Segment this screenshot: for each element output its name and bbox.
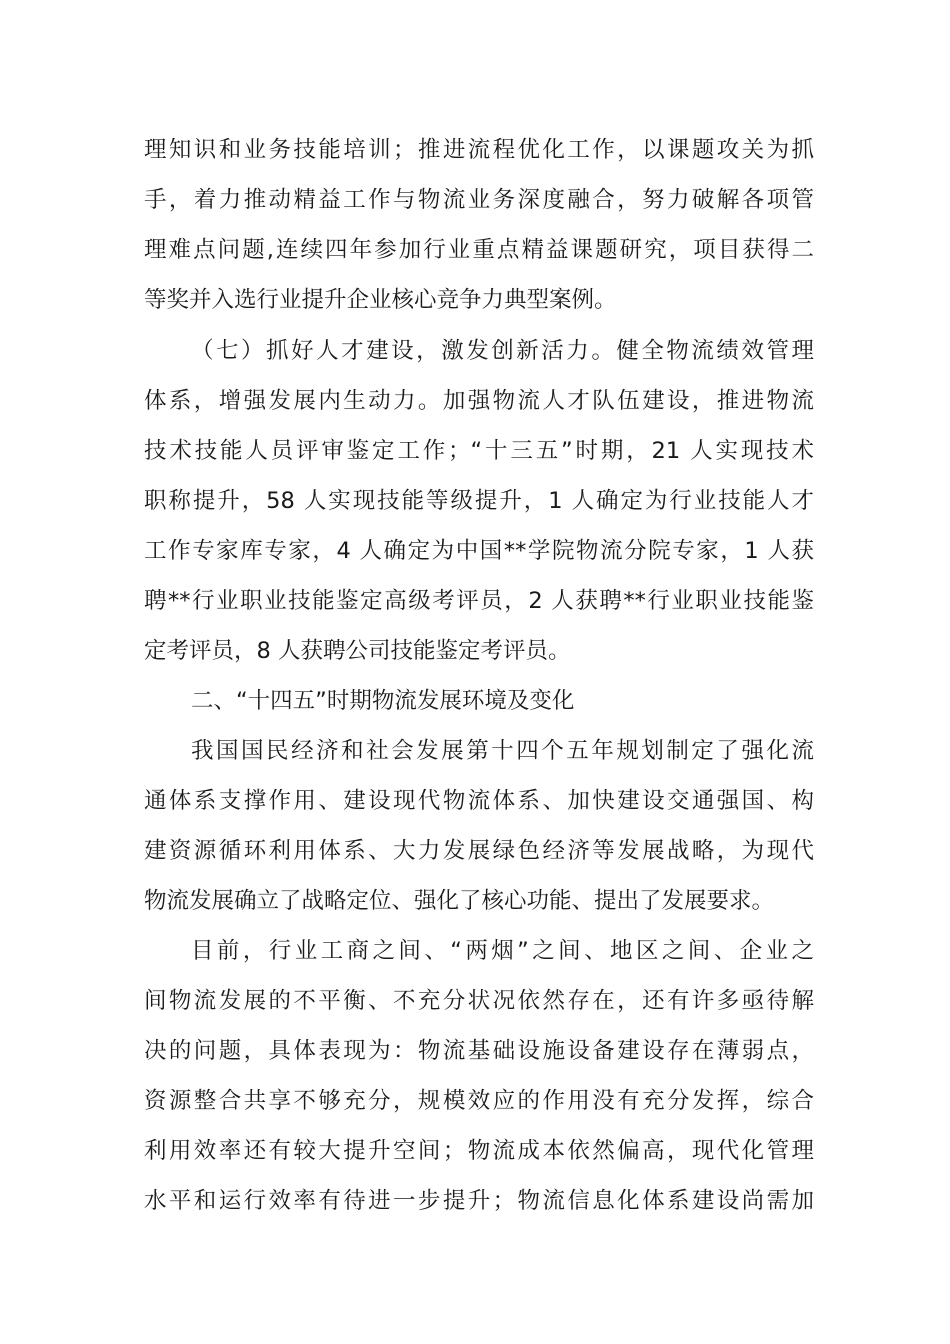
text-line: 工作专家库专家，4 人确定为中国**学院物流分院专家，1 人获 [144,538,814,564]
text-line: 聘**行业职业技能鉴定高级考评员，2 人获聘**行业职业技能鉴 [144,588,814,614]
text-line: 等奖并入选行业提升企业核心竞争力典型案例。 [144,287,617,313]
text-line: 决的问题，具体表现为：物流基础设施设备建设存在薄弱点， [144,1038,814,1064]
text-line: 定考评员，8 人获聘公司技能鉴定考评员。 [144,638,571,664]
section-heading: 二、“十四五”时期物流发展环境及变化 [191,688,575,714]
paragraph-heading-seven: （七）抓好人才建设，激发创新活力。健全物流绩效管理 [191,338,814,364]
text-line: 职称提升，58 人实现技能等级提升，1 人确定为行业技能人才 [144,488,814,514]
text-line: 建资源循环利用体系、大力发展绿色经济等发展战略，为现代 [144,838,814,864]
text-line: 利用效率还有较大提升空间；物流成本依然偏高，现代化管理 [144,1138,814,1164]
text-line: 间物流发展的不平衡、不充分状况依然存在，还有许多亟待解 [144,988,814,1014]
text-line: 我国国民经济和社会发展第十四个五年规划制定了强化流 [191,738,814,764]
text-line: 目前，行业工商之间、“两烟”之间、地区之间、企业之 [191,938,814,964]
text-line: 物流发展确立了战略定位、强化了核心功能、提出了发展要求。 [144,888,775,914]
text-line: 技术技能人员评审鉴定工作；“十三五”时期，21 人实现技术 [144,438,814,464]
text-line: 通体系支撑作用、建设现代物流体系、加快建设交通强国、构 [144,788,814,814]
text-line: 资源整合共享不够充分，规模效应的作用没有充分发挥，综合 [144,1088,814,1114]
text-line: 水平和运行效率有待进一步提升；物流信息化体系建设尚需加 [144,1188,814,1214]
text-line: 手，着力推动精益工作与物流业务深度融合，努力破解各项管 [144,187,814,213]
text-line: 体系，增强发展内生动力。加强物流人才队伍建设，推进物流 [144,388,814,414]
text-line: 理难点问题,连续四年参加行业重点精益课题研究，项目获得二 [144,237,814,263]
text-line: 理知识和业务技能培训；推进流程优化工作，以课题攻关为抓 [144,137,814,163]
